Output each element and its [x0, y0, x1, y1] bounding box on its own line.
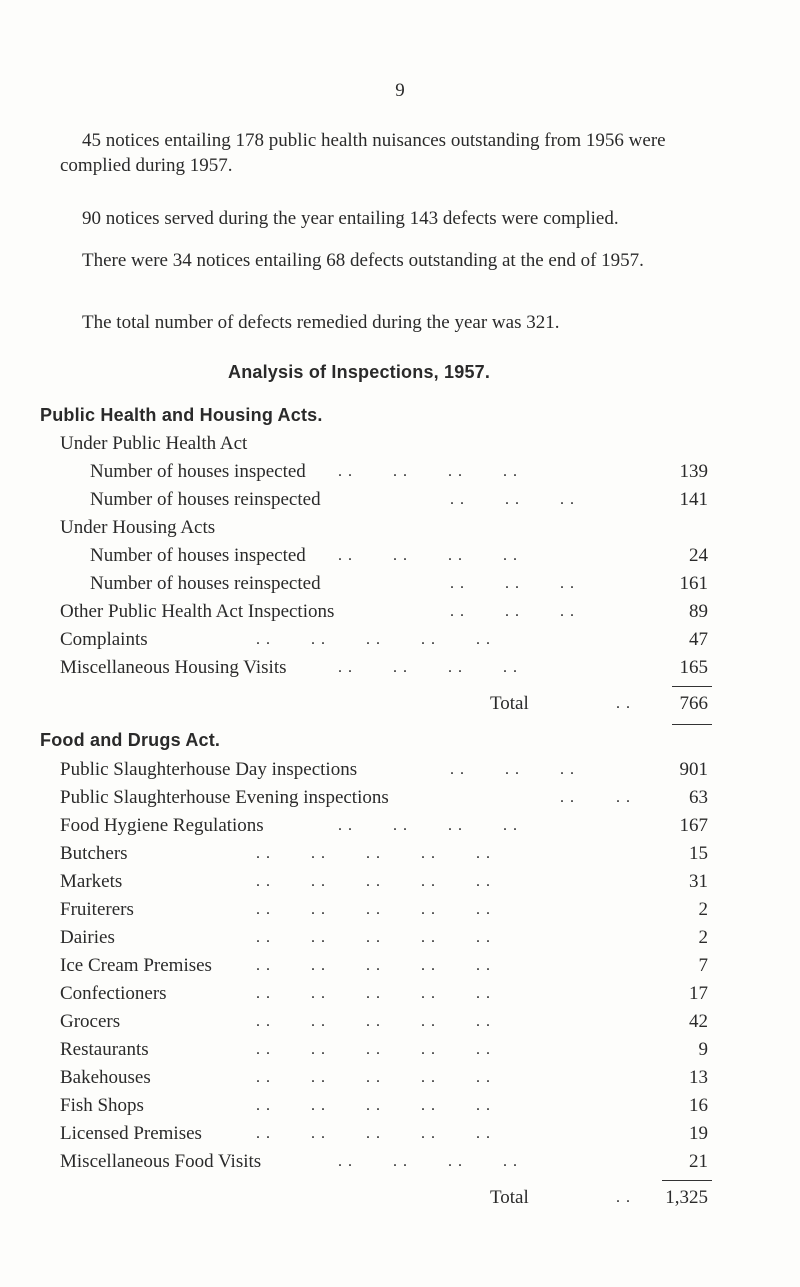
row-label: Bakehouses [60, 1067, 151, 1088]
total-label: Total [490, 693, 529, 714]
row-value: 42 [689, 1011, 708, 1032]
row-value: 141 [679, 489, 708, 510]
leader-dots: . . . . . . . . . . [256, 1041, 491, 1058]
table-row [0, 1148, 800, 1176]
paragraph-total-remedied: The total number of defects remedied during the year was 321. [82, 312, 560, 333]
total-row [0, 690, 800, 718]
row-label: Fruiterers [60, 899, 134, 920]
row-value: 9 [698, 1039, 708, 1060]
total-value: 766 [679, 693, 708, 714]
table-row [0, 756, 800, 784]
table-row [0, 952, 800, 980]
row-value: 7 [698, 955, 708, 976]
table-row [0, 896, 800, 924]
leader-dots: . . . . . . . . [338, 547, 518, 564]
total-rule-top [672, 686, 712, 687]
leader-dots: . . . . . . . . . . [256, 1013, 491, 1030]
table-row [0, 980, 800, 1008]
row-label: Licensed Premises [60, 1123, 202, 1144]
table-row [0, 1064, 800, 1092]
subheading-public-health-act: Under Public Health Act [60, 433, 248, 454]
section-heading-public-health: Public Health and Housing Acts. [40, 405, 323, 425]
leader-dots: . . . . . . . . . . [256, 929, 491, 946]
table-row [0, 784, 800, 812]
row-label: Miscellaneous Housing Visits [60, 657, 287, 678]
row-value: 2 [698, 927, 708, 948]
leader-dots: . . [560, 789, 575, 806]
table-row [0, 868, 800, 896]
total-row [0, 1184, 800, 1212]
table-row [0, 486, 800, 514]
leader-dots: . . . . . . . . . . [256, 631, 491, 648]
row-label: Markets [60, 871, 123, 892]
table-row [0, 1036, 800, 1064]
row-label: Restaurants [60, 1039, 149, 1060]
leader-dots: . . . . . . . . . . [256, 845, 491, 862]
row-label: Number of houses inspected [90, 461, 306, 482]
leader-dots: . . . . . . [450, 575, 575, 592]
row-value: 24 [689, 545, 708, 566]
row-value: 139 [679, 461, 708, 482]
leader-dots: . . . . . . . . . . [256, 1069, 491, 1086]
total-rule-bottom [672, 724, 712, 725]
table-row [0, 1120, 800, 1148]
row-value: 21 [689, 1151, 708, 1172]
row-label: Other Public Health Act Inspections [60, 601, 335, 622]
total-label: Total [490, 1187, 529, 1208]
paragraph-outstanding: There were 34 notices entailing 68 defects outstanding at the end of 1957. [82, 250, 644, 271]
row-value: 63 [689, 787, 708, 808]
row-label: Ice Cream Premises [60, 955, 212, 976]
paragraph-notices-served: 90 notices served during the year entailing 143 defects were complied. [82, 208, 619, 229]
row-value: 19 [689, 1123, 708, 1144]
leader-dots: . . [616, 695, 631, 712]
row-label: Fish Shops [60, 1095, 144, 1116]
row-label: Complaints [60, 629, 148, 650]
table-row [0, 1008, 800, 1036]
subheading-housing-acts: Under Housing Acts [60, 517, 216, 538]
row-label: Number of houses inspected [90, 545, 306, 566]
row-label: Confectioners [60, 983, 167, 1004]
leader-dots: . . [616, 789, 631, 806]
table-row [0, 654, 800, 682]
row-label: Food Hygiene Regulations [60, 815, 264, 836]
page-number: 9 [395, 80, 405, 101]
total-rule-top [662, 1180, 712, 1181]
leader-dots: . . . . . . . . [338, 463, 518, 480]
row-value: 16 [689, 1095, 708, 1116]
row-value: 167 [679, 815, 708, 836]
leader-dots: . . . . . . [450, 491, 575, 508]
table-row [0, 1092, 800, 1120]
leader-dots: . . . . . . . . . . [256, 901, 491, 918]
row-value: 165 [679, 657, 708, 678]
table-row [0, 598, 800, 626]
table-row [0, 812, 800, 840]
row-value: 2 [698, 899, 708, 920]
leader-dots: . . . . . . . . [338, 659, 518, 676]
row-label: Public Slaughterhouse Evening inspections [60, 787, 389, 808]
leader-dots: . . . . . . [450, 761, 575, 778]
leader-dots: . . . . . . . . . . [256, 1097, 491, 1114]
row-value: 15 [689, 843, 708, 864]
table-row [0, 570, 800, 598]
row-value: 901 [679, 759, 708, 780]
section-heading-food-drugs: Food and Drugs Act. [40, 730, 221, 750]
leader-dots: . . . . . . . . . . [256, 957, 491, 974]
leader-dots: . . . . . . [450, 603, 575, 620]
row-label: Grocers [60, 1011, 121, 1032]
leader-dots: . . . . . . . . [338, 1153, 518, 1170]
leader-dots: . . . . . . . . . . [256, 873, 491, 890]
row-label: Dairies [60, 927, 115, 948]
table-row [0, 542, 800, 570]
row-label: Number of houses reinspected [90, 489, 321, 510]
row-value: 89 [689, 601, 708, 622]
table-row [0, 626, 800, 654]
table-row [0, 924, 800, 952]
row-value: 13 [689, 1067, 708, 1088]
table-row [0, 840, 800, 868]
row-value: 17 [689, 983, 708, 1004]
paragraph-nuisances: 45 notices entailing 178 public health nuisances outstanding from 1956 were complied during 1957. [60, 130, 666, 176]
row-label: Number of houses reinspected [90, 573, 321, 594]
row-label: Miscellaneous Food Visits [60, 1151, 262, 1172]
leader-dots: . . . . . . . . . . [256, 1125, 491, 1142]
row-label: Butchers [60, 843, 128, 864]
table-row [0, 458, 800, 486]
leader-dots: . . [616, 1189, 631, 1206]
row-value: 31 [689, 871, 708, 892]
row-label: Public Slaughterhouse Day inspections [60, 759, 358, 780]
row-value: 47 [689, 629, 708, 650]
row-value: 161 [679, 573, 708, 594]
total-value: 1,325 [665, 1187, 708, 1208]
leader-dots: . . . . . . . . [338, 817, 518, 834]
page-title: Analysis of Inspections, 1957. [228, 362, 491, 382]
leader-dots: . . . . . . . . . . [256, 985, 491, 1002]
